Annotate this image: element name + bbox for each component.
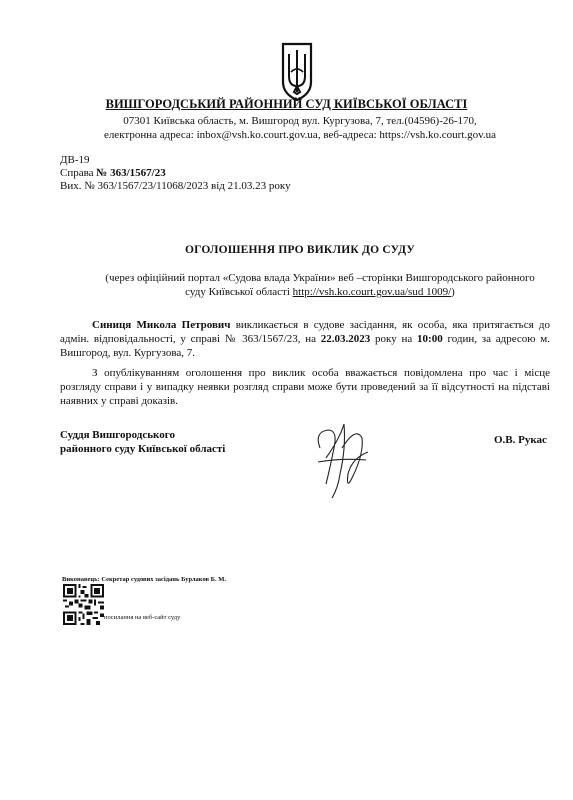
trident-emblem-icon [277, 42, 317, 102]
document-code: ДВ-19 [60, 154, 90, 166]
case-line: Справа № 363/1567/23 [60, 167, 166, 179]
court-name: ВИШГОРОДСЬКИЙ РАЙОННИЙ СУД КИЇВСЬКОЇ ОБЛАСТІ [105, 97, 468, 111]
summons-paragraph: Синиця Микола Петрович викликається в судове засідання, як особа, яка притягається до адмін. відповідальності, у справі № 363/1567/23, на 22.03.2023 року на 10:00 годин, за адресою м. Вишгород, вул. Кургузова, 7. [60, 319, 550, 359]
publication-paragraph: З опублікуванням оголошення про виклик особа вважається повідомлена про час і місце розгляду справи і у випадку неявки розгляд справи може бути проведений за її відсутності на підставі наявних у справі доказів. [60, 367, 550, 407]
court-address [0, 114, 573, 142]
contact-line: електронна адреса: inbox@vsh.ko.court.gov.ua, веб-адреса: https://vsh.ko.court.gov.ua [103, 129, 497, 141]
judge-name: О.В. Рукас [494, 434, 547, 446]
judge-position: Суддя Вишгородського районного суду Київської області [60, 429, 226, 455]
qr-code-icon [63, 584, 104, 625]
hearing-date: 22.03.2023 [320, 333, 371, 345]
executor-line: Виконавець: Секретар судових засідань Бурлаков Б. М. [62, 576, 226, 583]
person-name: Синиця Микола Петрович [92, 319, 231, 331]
hearing-time: 10:00 [417, 333, 443, 345]
portal-note: (через офіційний портал «Судова влада України» веб –сторінки Вишгородського районного суду Київської області http://vsh.ko.court.gov.ua/sud 1009/) [105, 272, 535, 298]
address-line: 07301 Київська область, м. Вишгород вул. Кургузова, 7, тел.(04596)-26-170, [123, 115, 477, 127]
handwritten-signature [312, 418, 372, 502]
notice-title: ОГОЛОШЕННЯ ПРО ВИКЛИК ДО СУДУ [184, 244, 416, 256]
qr-caption: посилання на веб-сайт суду [104, 614, 181, 621]
portal-link[interactable]: http://vsh.ko.court.gov.ua/sud 1009/ [292, 286, 452, 298]
document-meta [60, 154, 291, 193]
case-number: № 363/1567/23 [96, 167, 166, 179]
outgoing-line: Вих. № 363/1567/23/11068/2023 від 21.03.23 року [60, 180, 291, 192]
